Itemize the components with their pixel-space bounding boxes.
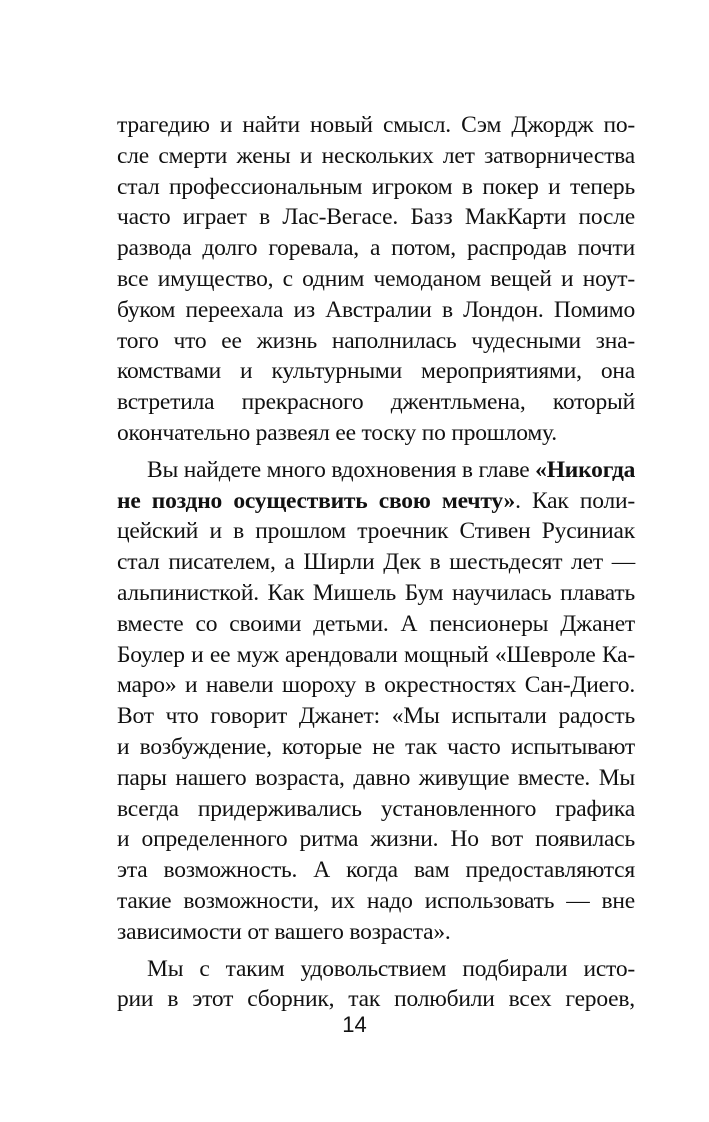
text-line: трагедию и найти новый смысл. Сэм Джордж по- — [117, 112, 635, 138]
text-line: Боулер и ее муж арендовали мощный «Шевроле Ка- — [117, 641, 635, 668]
text-line — [117, 455, 635, 486]
chapter-title-ref: «Никогда — [535, 456, 636, 483]
text-line: вместе со своими детьми. А пенсионеры Джанет — [117, 610, 635, 637]
text-line: альпинисткой. Как Мишель Бум научилась плавать — [117, 579, 635, 606]
body-text — [117, 110, 635, 1015]
text-line: комствами и культурными мероприятиями, она — [117, 358, 635, 385]
text-line: стал писателем, а Ширли Дек в шестьдесят лет — — [117, 549, 635, 576]
text-line: такие возможности, их надо использовать — вне — [117, 887, 635, 914]
text-line: цейский и в прошлом троечник Стивен Русиниак — [117, 518, 635, 545]
text-line: сле смерти жены и нескольких лет затворничества — [117, 142, 635, 169]
text-line: окончательно развеял ее тоску по прошлому. — [117, 419, 557, 446]
text-line: встретила прекрасного джентльмена, который — [117, 389, 635, 416]
text-line: эта возможность. А когда вам предоставляются — [117, 857, 635, 884]
text-run: . Как поли- — [515, 487, 635, 514]
text-line: всегда придерживались установленного графика — [117, 795, 635, 822]
text-line: рии в этот сборник, так полюбили всех героев, — [117, 986, 635, 1013]
text-line: буком переехала из Австралии в Лондон. Помимо — [117, 296, 635, 323]
text-run: Вы найдете много вдохновения в главе — [147, 456, 536, 483]
text-line: пары нашего возраста, давно живущие вместе. Мы — [117, 764, 635, 791]
text-line: Мы с таким удовольствием подбирали исто- — [147, 955, 635, 982]
text-line: часто играет в Лас-Вегасе. Базз МакКарти после — [117, 204, 635, 231]
text-line: того что ее жизнь наполнилась чудесными зна- — [117, 327, 635, 354]
text-line: стал профессиональным игроком в покер и теперь — [117, 173, 635, 200]
text-line: зависимости от вашего возраста». — [117, 918, 451, 945]
text-line: развода долго горевала, а потом, распродав почти — [117, 235, 635, 262]
text-line: и возбуждение, которые не так часто испытывают — [117, 733, 635, 760]
chapter-title-ref: не поздно осуществить свою мечту» — [117, 487, 516, 514]
text-line: все имущество, с одним чемоданом вещей и ноут- — [117, 265, 635, 292]
text-line: и определенного ритма жизни. Но вот появилась — [117, 826, 635, 853]
text-line: маро» и навели шороху в окрестностях Сан-Диего. — [117, 672, 635, 699]
text-line: Вот что говорит Джанет: «Мы испытали радость — [117, 703, 635, 730]
page-number: 14 — [342, 1012, 367, 1037]
text-line — [117, 486, 635, 517]
